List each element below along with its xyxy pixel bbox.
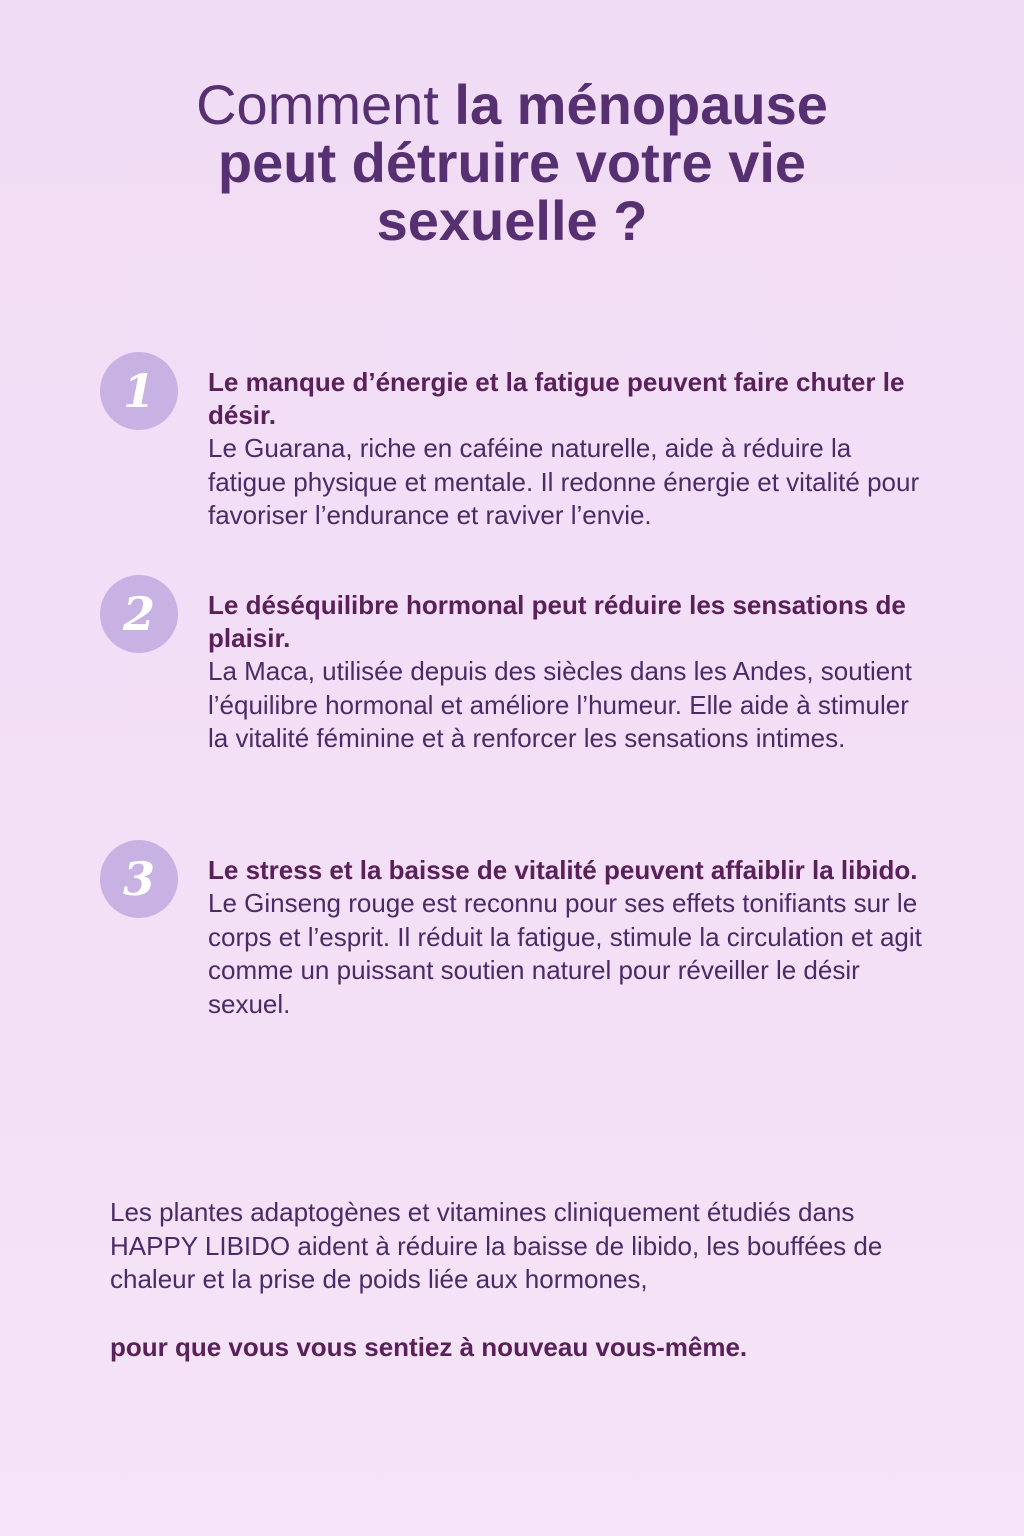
title-light-part: Comment xyxy=(196,73,455,136)
benefit-text-2 xyxy=(208,589,932,756)
page-title xyxy=(0,73,1024,252)
number-badge-3 xyxy=(100,840,178,918)
number-badge-label: 1 xyxy=(122,364,155,418)
title-bold-part-3: sexuelle ? xyxy=(376,189,648,252)
benefit-body: La Maca, utilisée depuis des siècles dans les Andes, soutient l’équilibre hormonal et améliore l’humeur. Elle aide à stimuler la vitalité féminine et à renforcer les sensations intimes. xyxy=(208,656,912,753)
title-bold-part-1: la ménopause xyxy=(454,73,828,136)
benefit-text-1 xyxy=(208,366,928,533)
number-badge-2 xyxy=(100,575,178,653)
benefit-heading: Le manque d’énergie et la fatigue peuvent faire chuter le désir. xyxy=(208,367,905,430)
footer-section xyxy=(110,1196,930,1364)
benefit-heading: Le stress et la baisse de vitalité peuvent affaiblir la libido. xyxy=(208,855,918,885)
number-badge-1 xyxy=(100,352,178,430)
title-bold-part-2: peut détruire votre vie xyxy=(217,131,807,194)
benefit-text-3 xyxy=(208,854,928,1021)
benefit-heading: Le déséquilibre hormonal peut réduire les sensations de plaisir. xyxy=(208,590,906,653)
number-badge-label: 3 xyxy=(122,852,155,906)
footer-text: Les plantes adaptogènes et vitamines cliniquement étudiés dans HAPPY LIBIDO aident à réduire la baisse de libido, les bouffées de chaleur et la prise de poids liée aux hormones, xyxy=(110,1197,883,1294)
footer-emphasis: pour que vous vous sentiez à nouveau vous-même. xyxy=(110,1331,748,1362)
benefit-body: Le Guarana, riche en caféine naturelle, aide à réduire la fatigue physique et mentale. Il redonne énergie et vitalité pour favoriser l’endurance et raviver l’envie. xyxy=(208,433,920,530)
benefit-body: Le Ginseng rouge est reconnu pour ses effets tonifiants sur le corps et l’esprit. Il réduit la fatigue, stimule la circulation et agit comme un puissant soutien naturel pour réveiller le désir sexuel. xyxy=(208,888,922,1019)
number-badge-label: 2 xyxy=(122,587,155,641)
